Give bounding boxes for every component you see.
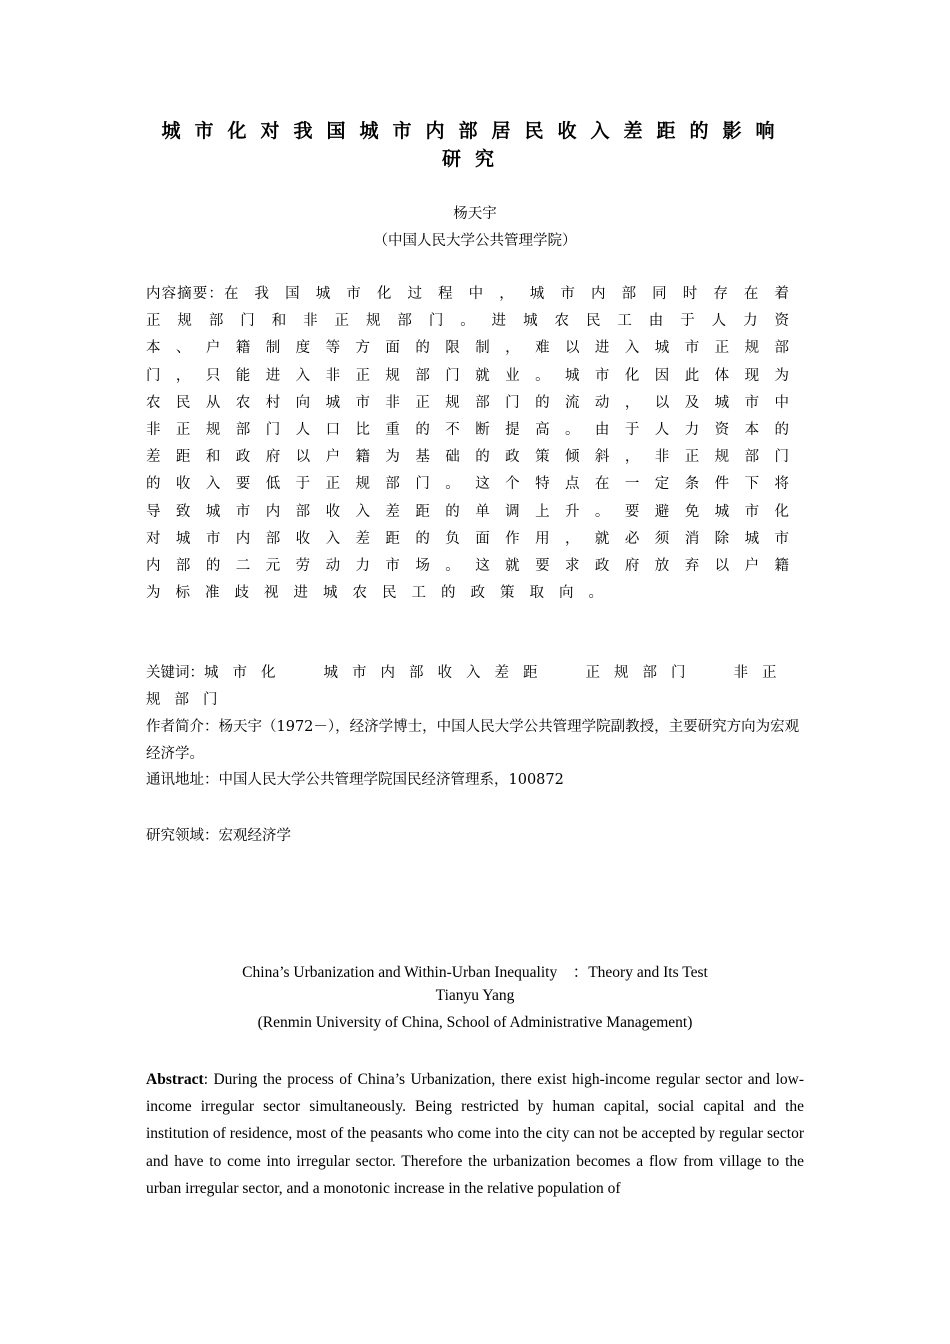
english-affiliation: (Renmin University of China, School of Administrative Management) [257, 1014, 693, 1031]
paper-title: 城市化对我国城市内部居民收入差距的影响研究 [161, 120, 789, 170]
keyword-item: 城市化 [204, 665, 290, 681]
abstract-en-label: Abstract [146, 1071, 204, 1088]
abstract-en [146, 1066, 804, 1202]
keywords [146, 660, 804, 714]
author-name-zh: 杨天宇 [453, 206, 497, 222]
keyword-item: 正规部门 [585, 665, 700, 681]
keyword-item: 非正规部门 [146, 665, 791, 708]
keywords-label: 关键词： [146, 665, 204, 681]
research-field [146, 824, 804, 845]
address-label: 通讯地址： [146, 772, 219, 788]
author-affiliation-zh: （中国人民大学公共管理学院） [373, 233, 577, 249]
abstract-en-text: : During the process of China’s Urbanization, there exist high-income regular sector and low-income irregular sector simultaneously. Being restricted by human capital, social capital and the institution of residence, most of the peasants who come into the city can not be accepted by regular sector and have to come into irregular sector. Therefore the urbanization becomes a flow from village to the urban irregular sector, and a monotonic increase in the relative population of [146, 1071, 804, 1197]
english-title: China’s Urbanization and Within-Urban Inequality ：Theory and Its Test [242, 964, 708, 981]
english-author: Tianyu Yang [435, 987, 515, 1004]
abstract-zh-label: 内容摘要： [146, 286, 224, 302]
abstract-zh-text: 在我国城市化过程中，城市内部同时存在着正规部门和非正规部门。进城农民工由于人力资本、户籍制度等方面的限制，难以进入城市正规部门，只能进入非正规部门就业。城市化因此体现为农民从农村向城市非正规部门的流动，以及城市中非正规部门人口比重的不断提高。由于人力资本的差距和政府以户籍为基础的政策倾斜，非正规部门的收入要低于正规部门。这个特点在一定条件下将导致城市内部收入差距的单调上升。要避免城市化对城市内部收入差距的负面作用，就必须消除城市内部的二元劳动力市场。这就要求政府放弃以户籍为标准歧视进城农民工的政策取向。 [146, 286, 805, 602]
keyword-item: 城市内部收入差距 [323, 665, 552, 681]
mailing-address [146, 768, 804, 789]
author-intro [146, 714, 810, 768]
field-label: 研究领域： [146, 828, 219, 844]
author-intro-label: 作者简介： [146, 719, 219, 735]
abstract-zh [146, 281, 804, 607]
author-intro-text: 杨天宇（1972－），经济学博士，中国人民大学公共管理学院副教授，主要研究方向为宏观经济学。 [146, 719, 800, 762]
field-text: 宏观经济学 [218, 828, 291, 844]
address-text: 中国人民大学公共管理学院国民经济管理系，100872 [218, 772, 564, 788]
